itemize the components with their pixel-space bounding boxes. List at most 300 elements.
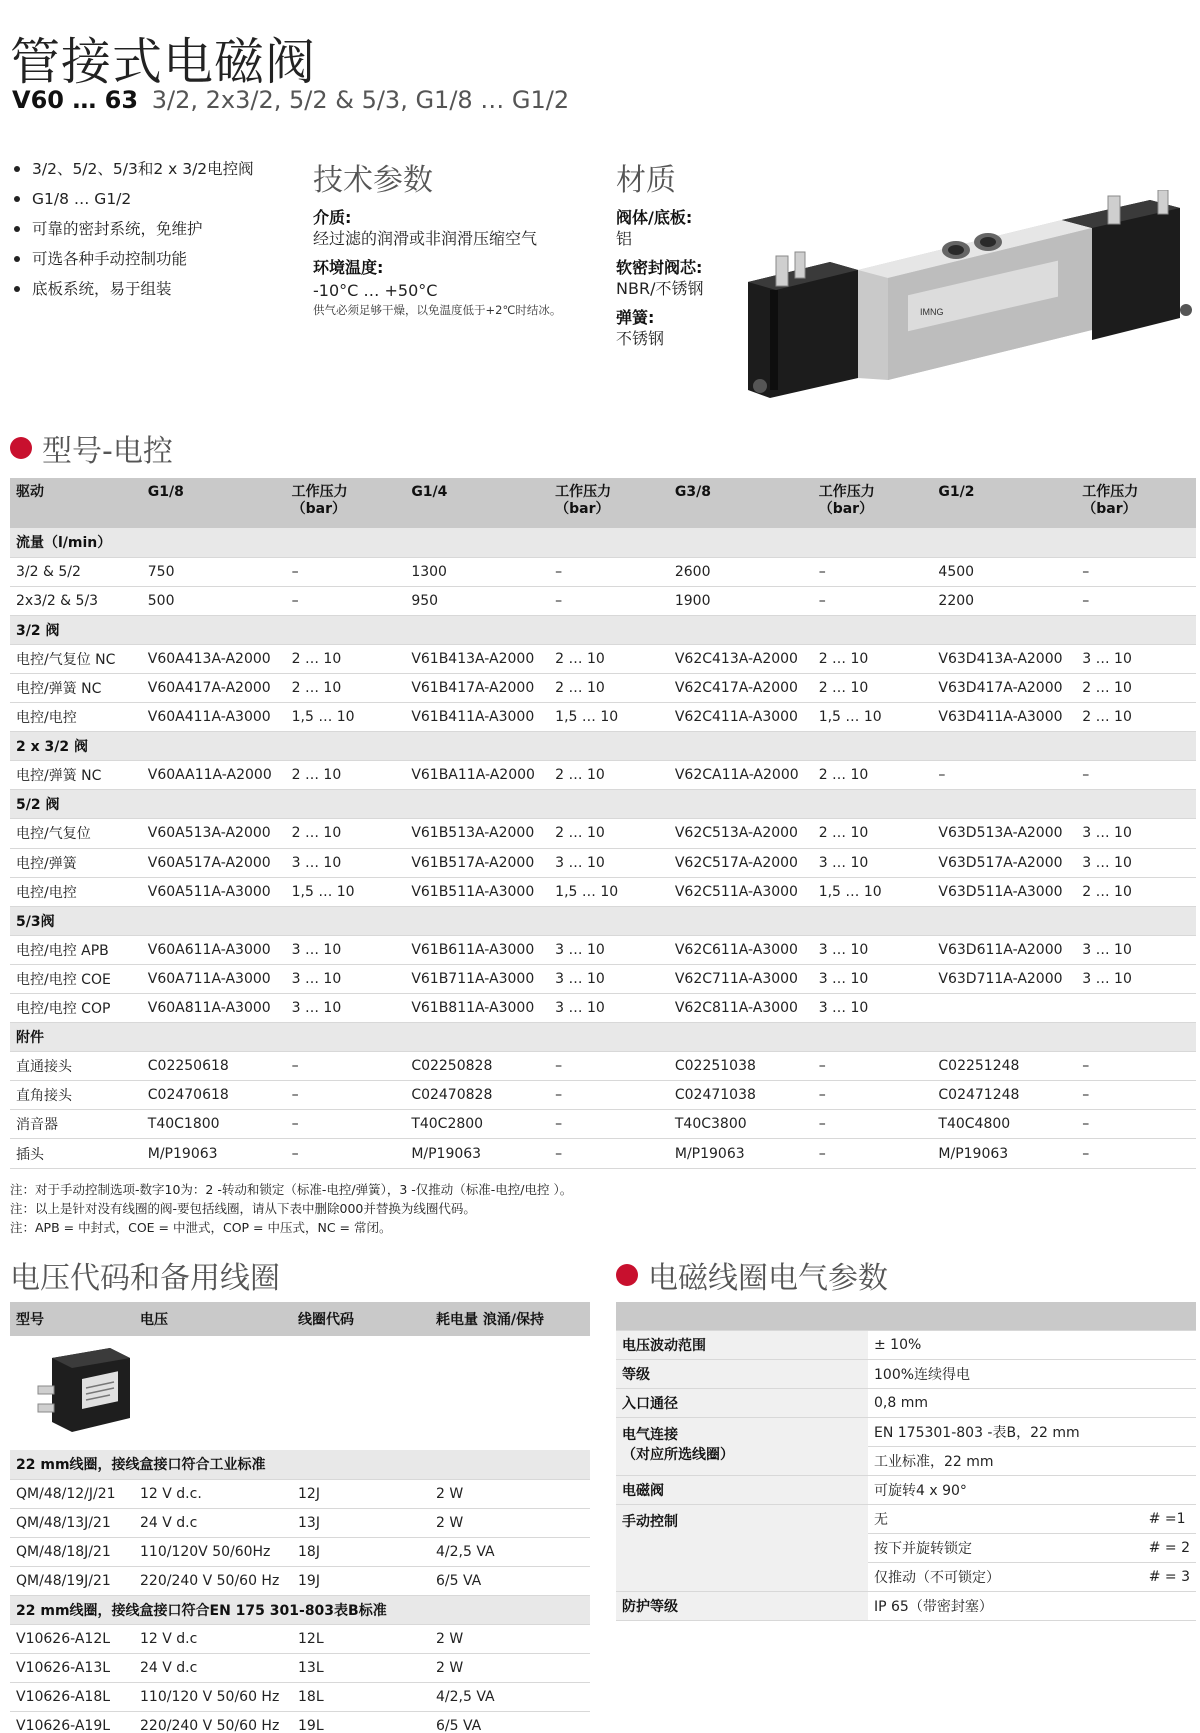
table-cell: 2 … 10 (1076, 703, 1196, 732)
table-cell: 2 W (430, 1479, 590, 1508)
param-code (1143, 1417, 1196, 1446)
table-row (616, 1504, 1196, 1533)
table-cell: 6/5 VA (430, 1566, 590, 1595)
param-value: IP 65（带密封塞） (868, 1591, 1143, 1620)
table-row (10, 1653, 590, 1682)
table-cell: M/P19063 (142, 1139, 286, 1168)
column-header: 电压 (134, 1302, 292, 1336)
table-cell: 2x3/2 & 5/3 (10, 586, 142, 615)
table-row (10, 673, 1196, 702)
table-row (10, 1508, 590, 1537)
table-cell: C02471038 (669, 1081, 813, 1110)
table-cell: – (813, 1139, 933, 1168)
spring-value: 不锈钢 (616, 329, 665, 348)
table-cell: 2 … 10 (813, 644, 933, 673)
table-cell: – (1076, 761, 1196, 790)
table-notes (10, 1180, 572, 1237)
table-cell: V63D411A-A3000 (932, 703, 1076, 732)
table-cell: 13L (292, 1653, 430, 1682)
table-cell: QM/48/18J/21 (10, 1537, 134, 1566)
bullet-icon (14, 256, 20, 262)
table-cell: 3 … 10 (1076, 848, 1196, 877)
table-cell: – (813, 557, 933, 586)
group-title: 5/3阀 (10, 906, 1196, 935)
material-params (616, 208, 703, 350)
param-key: 等级 (616, 1359, 868, 1388)
model-section-heading: 型号-电控 (10, 426, 173, 470)
table-cell: 3 … 10 (549, 848, 669, 877)
table-cell: 电控/气复位 NC (10, 644, 142, 673)
table-cell: 直角接头 (10, 1081, 142, 1110)
table-row (616, 1388, 1196, 1417)
table-cell: 4/2,5 VA (430, 1682, 590, 1711)
table-cell: 3 … 10 (813, 848, 933, 877)
param-value: 仅推动（不可锁定） (868, 1562, 1143, 1591)
table-row (10, 1537, 590, 1566)
feature-item: 可靠的密封系统，免维护 (12, 218, 254, 248)
table-cell: – (1076, 1052, 1196, 1081)
product-label-text: IMNG (920, 307, 944, 317)
group-title: 22 mm线圈，接线盒接口符合工业标准 (10, 1450, 590, 1479)
param-code (1143, 1388, 1196, 1417)
table-cell: – (813, 1052, 933, 1081)
table-cell: 2 … 10 (549, 673, 669, 702)
table-cell: – (286, 1110, 406, 1139)
table-cell: V60A517A-A2000 (142, 848, 286, 877)
temp-value: -10°C … +50°C (313, 281, 438, 300)
table-cell: 18J (292, 1537, 430, 1566)
material-heading: 材质 (616, 163, 676, 198)
table-cell: – (549, 557, 669, 586)
param-key: 入口通径 (616, 1388, 868, 1417)
tech-heading: 技术参数 (313, 163, 433, 198)
page-title: 管接式电磁阀 (10, 33, 316, 91)
table-row (10, 935, 1196, 964)
table-cell (1076, 994, 1196, 1023)
table-cell: M/P19063 (405, 1139, 549, 1168)
table-cell: 电控/弹簧 (10, 848, 142, 877)
table-cell: 2 W (430, 1508, 590, 1537)
table-cell: 2 … 10 (286, 673, 406, 702)
param-code: # = 3 (1143, 1562, 1196, 1591)
table-cell: V61BA11A-A2000 (405, 761, 549, 790)
param-code (1143, 1475, 1196, 1504)
table-row (616, 1591, 1196, 1620)
table-cell: – (1076, 1110, 1196, 1139)
table-header-row (616, 1302, 1196, 1330)
seal-value: NBR/不锈钢 (616, 279, 704, 298)
table-cell: 3 … 10 (813, 994, 933, 1023)
param-code (1143, 1330, 1196, 1359)
table-cell: 950 (405, 586, 549, 615)
table-row (10, 1711, 590, 1733)
feature-item: 3/2、5/2、5/3和2 x 3/2电控阀 (12, 158, 254, 188)
bullet-icon (14, 196, 20, 202)
table-cell: 24 V d.c (134, 1653, 292, 1682)
param-code: # =1 (1143, 1504, 1196, 1533)
table-cell: – (286, 1052, 406, 1081)
voltage-table (10, 1302, 590, 1733)
table-cell: – (1076, 1139, 1196, 1168)
electrical-table (616, 1302, 1196, 1621)
table-cell: QM/48/13J/21 (10, 1508, 134, 1537)
table-cell: 电控/电控 APB (10, 935, 142, 964)
table-cell: 3/2 & 5/2 (10, 557, 142, 586)
table-cell: V60A417A-A2000 (142, 673, 286, 702)
table-cell: V63D511A-A3000 (932, 877, 1076, 906)
table-row (10, 877, 1196, 906)
table-row (616, 1330, 1196, 1359)
table-group-row (10, 528, 1196, 557)
group-title: 3/2 阀 (10, 615, 1196, 644)
red-dot-icon (616, 1264, 638, 1286)
table-cell: T40C4800 (932, 1110, 1076, 1139)
table-cell: V61B513A-A2000 (405, 819, 549, 848)
table-cell: 1,5 … 10 (286, 703, 406, 732)
param-value: EN 175301-803 -表B，22 mm (868, 1417, 1143, 1446)
table-row (10, 703, 1196, 732)
table-cell: QM/48/12/J/21 (10, 1479, 134, 1508)
table-row (10, 1479, 590, 1508)
table-cell: 19J (292, 1566, 430, 1595)
param-key: 电压波动范围 (616, 1330, 868, 1359)
group-title: 2 x 3/2 阀 (10, 732, 1196, 761)
table-cell: V61B611A-A3000 (405, 935, 549, 964)
table-cell: V63D611A-A2000 (932, 935, 1076, 964)
table-cell: V62C511A-A3000 (669, 877, 813, 906)
column-header: 耗电量 浪涌/保持 (430, 1302, 590, 1336)
param-code: # = 2 (1143, 1533, 1196, 1562)
table-cell: C02470828 (405, 1081, 549, 1110)
note-line: 注：APB = 中封式，COE = 中泄式，COP = 中压式，NC = 常闭。 (10, 1220, 392, 1235)
table-cell: V62C611A-A3000 (669, 935, 813, 964)
feature-item: G1/8 … G1/2 (12, 188, 254, 218)
column-header: 工作压力 （bar） (1076, 478, 1196, 528)
table-row (616, 1359, 1196, 1388)
table-row (10, 1624, 590, 1653)
body-value: 铝 (616, 229, 633, 248)
red-dot-icon (10, 437, 32, 459)
column-header: G1/4 (405, 478, 549, 528)
table-cell: 750 (142, 557, 286, 586)
table-cell: V60A711A-A3000 (142, 964, 286, 993)
table-cell: 消音器 (10, 1110, 142, 1139)
table-cell: 6/5 VA (430, 1711, 590, 1733)
model-range: V60 … 63 (12, 86, 139, 114)
electrical-table-body (616, 1302, 1196, 1620)
table-cell: T40C2800 (405, 1110, 549, 1139)
table-group-row (10, 790, 1196, 819)
table-cell: C02250828 (405, 1052, 549, 1081)
table-cell: V61B411A-A3000 (405, 703, 549, 732)
table-cell: 18L (292, 1682, 430, 1711)
table-cell: V60AA11A-A2000 (142, 761, 286, 790)
table-cell: C02470618 (142, 1081, 286, 1110)
param-code (1143, 1591, 1196, 1620)
table-cell: – (1076, 557, 1196, 586)
table-cell: 1,5 … 10 (813, 877, 933, 906)
table-cell: 直通接头 (10, 1052, 142, 1081)
table-cell: – (549, 1139, 669, 1168)
table-cell: 220/240 V 50/60 Hz (134, 1566, 292, 1595)
table-cell: V61B517A-A2000 (405, 848, 549, 877)
table-cell: V62C417A-A2000 (669, 673, 813, 702)
param-value: 100%连续得电 (868, 1359, 1143, 1388)
table-row (10, 819, 1196, 848)
temp-label: 环境温度: (313, 258, 384, 277)
table-cell: 12 V d.c. (134, 1479, 292, 1508)
table-cell: 4/2,5 VA (430, 1537, 590, 1566)
table-cell: V60A413A-A2000 (142, 644, 286, 673)
table-cell: 2 … 10 (286, 819, 406, 848)
table-row (10, 1682, 590, 1711)
table-cell: V61B413A-A2000 (405, 644, 549, 673)
table-cell: – (813, 1081, 933, 1110)
table-cell: V62C517A-A2000 (669, 848, 813, 877)
table-group-row (10, 1450, 590, 1479)
table-cell: 电控/电控 COP (10, 994, 142, 1023)
table-cell (932, 994, 1076, 1023)
table-cell: 500 (142, 586, 286, 615)
table-cell: 1,5 … 10 (549, 703, 669, 732)
bullet-icon (14, 226, 20, 232)
model-table-body (10, 528, 1196, 1168)
param-key: 手动控制 (616, 1504, 868, 1591)
model-table (10, 478, 1196, 1169)
table-cell: 3 … 10 (549, 935, 669, 964)
table-cell: 3 … 10 (286, 964, 406, 993)
table-cell: V61B511A-A3000 (405, 877, 549, 906)
param-key: 电磁阀 (616, 1475, 868, 1504)
table-cell: – (549, 586, 669, 615)
table-row (616, 1475, 1196, 1504)
table-cell: V63D517A-A2000 (932, 848, 1076, 877)
table-cell: V63D513A-A2000 (932, 819, 1076, 848)
param-value: 可旋转4 x 90° (868, 1475, 1143, 1504)
table-group-row (10, 1023, 1196, 1052)
table-cell: 3 … 10 (1076, 644, 1196, 673)
body-label: 阀体/底板: (616, 208, 693, 227)
table-cell: 电控/电控 (10, 877, 142, 906)
table-cell: – (286, 557, 406, 586)
table-group-row (10, 615, 1196, 644)
column-header: 驱动 (10, 478, 142, 528)
table-cell: V63D711A-A2000 (932, 964, 1076, 993)
table-cell: 2 … 10 (813, 819, 933, 848)
table-cell: 1,5 … 10 (813, 703, 933, 732)
table-cell: 3 … 10 (286, 994, 406, 1023)
table-cell: V60A511A-A3000 (142, 877, 286, 906)
table-row (10, 1566, 590, 1595)
table-cell: 电控/弹簧 NC (10, 761, 142, 790)
voltage-section-heading: 电压代码和备用线圈 (10, 1261, 280, 1296)
table-cell: 3 … 10 (813, 935, 933, 964)
param-value: 0,8 mm (868, 1388, 1143, 1417)
column-header: 线圈代码 (292, 1302, 430, 1336)
table-cell: T40C1800 (142, 1110, 286, 1139)
table-cell: V60A811A-A3000 (142, 994, 286, 1023)
table-cell: 2 W (430, 1653, 590, 1682)
table-cell: 3 … 10 (1076, 935, 1196, 964)
table-cell: – (1076, 586, 1196, 615)
param-value: 按下并旋转锁定 (868, 1533, 1143, 1562)
solenoid-valve-photo (740, 190, 1200, 405)
table-cell: 3 … 10 (286, 935, 406, 964)
table-cell: V63D417A-A2000 (932, 673, 1076, 702)
table-row (616, 1417, 1196, 1446)
table-cell: C02251248 (932, 1052, 1076, 1081)
group-title: 5/2 阀 (10, 790, 1196, 819)
table-cell: 2 … 10 (549, 819, 669, 848)
table-cell: V60A411A-A3000 (142, 703, 286, 732)
param-value: 无 (868, 1504, 1143, 1533)
table-cell: V62CA11A-A2000 (669, 761, 813, 790)
group-title: 附件 (10, 1023, 1196, 1052)
table-cell: 2 … 10 (1076, 877, 1196, 906)
table-cell: C02250618 (142, 1052, 286, 1081)
table-cell: 2200 (932, 586, 1076, 615)
group-title: 流量（l/min） (10, 528, 1196, 557)
note-line: 注：以上是针对没有线圈的阀-要包括线圈，请从下表中删除000并替换为线圈代码。 (10, 1201, 476, 1216)
table-row (10, 557, 1196, 586)
table-cell: – (549, 1110, 669, 1139)
table-cell: 220/240 V 50/60 Hz (134, 1711, 292, 1733)
table-cell: 2 … 10 (813, 673, 933, 702)
param-key: 电气连接 （对应所选线圈） (616, 1417, 868, 1475)
table-cell: – (286, 1139, 406, 1168)
table-group-row (10, 1595, 590, 1624)
table-cell: 3 … 10 (1076, 819, 1196, 848)
table-cell: V61B811A-A3000 (405, 994, 549, 1023)
column-header: 工作压力 （bar） (813, 478, 933, 528)
column-header: G3/8 (669, 478, 813, 528)
column-header: 型号 (10, 1302, 134, 1336)
model-spec: 3/2, 2x3/2, 5/2 & 5/3, G1/8 … G1/2 (151, 86, 570, 114)
temp-note: 供气必须足够干燥，以免温度低于+2℃时结冰。 (313, 303, 562, 317)
table-cell: 110/120 V 50/60 Hz (134, 1682, 292, 1711)
table-cell: 3 … 10 (549, 994, 669, 1023)
table-row (10, 1139, 1196, 1168)
table-row (10, 1081, 1196, 1110)
column-header: 工作压力 （bar） (549, 478, 669, 528)
table-cell: V10626-A13L (10, 1653, 134, 1682)
table-row (10, 848, 1196, 877)
table-cell: 12L (292, 1624, 430, 1653)
table-group-row (10, 732, 1196, 761)
page-subtitle (12, 86, 569, 114)
seal-label: 软密封阀芯: (616, 258, 703, 277)
table-cell: V10626-A12L (10, 1624, 134, 1653)
table-row (10, 1110, 1196, 1139)
table-cell: 4500 (932, 557, 1076, 586)
solenoid-coil-photo (30, 1336, 140, 1446)
table-row (10, 994, 1196, 1023)
table-cell: M/P19063 (932, 1139, 1076, 1168)
table-row (10, 964, 1196, 993)
table-cell: 110/120V 50/60Hz (134, 1537, 292, 1566)
table-cell: V61B711A-A3000 (405, 964, 549, 993)
table-row (10, 644, 1196, 673)
table-cell: V62C413A-A2000 (669, 644, 813, 673)
table-cell: 1900 (669, 586, 813, 615)
table-row (10, 761, 1196, 790)
table-cell: V63D413A-A2000 (932, 644, 1076, 673)
param-value: 工业标准，22 mm (868, 1446, 1143, 1475)
param-code (1143, 1446, 1196, 1475)
table-cell: 3 … 10 (549, 964, 669, 993)
table-cell: – (813, 586, 933, 615)
param-value: ± 10% (868, 1330, 1143, 1359)
table-cell: M/P19063 (669, 1139, 813, 1168)
table-cell: 2 … 10 (286, 761, 406, 790)
table-cell: C02251038 (669, 1052, 813, 1081)
table-cell: 2 … 10 (549, 644, 669, 673)
table-cell: 2 … 10 (1076, 673, 1196, 702)
bullet-icon (14, 286, 20, 292)
table-cell: V61B417A-A2000 (405, 673, 549, 702)
table-cell: 3 … 10 (813, 964, 933, 993)
table-cell: 电控/电控 COE (10, 964, 142, 993)
table-cell: V60A611A-A3000 (142, 935, 286, 964)
table-cell: 2 W (430, 1624, 590, 1653)
param-code (1143, 1359, 1196, 1388)
table-cell: C02471248 (932, 1081, 1076, 1110)
table-cell: – (813, 1110, 933, 1139)
table-cell: 1,5 … 10 (286, 877, 406, 906)
table-cell: 19L (292, 1711, 430, 1733)
table-cell: 电控/气复位 (10, 819, 142, 848)
table-cell: V10626-A19L (10, 1711, 134, 1733)
table-cell: 12 V d.c (134, 1624, 292, 1653)
table-cell: V10626-A18L (10, 1682, 134, 1711)
feature-list (12, 158, 254, 308)
table-cell: 电控/电控 (10, 703, 142, 732)
table-cell: V62C811A-A3000 (669, 994, 813, 1023)
table-header-row (10, 1302, 590, 1336)
coil-image-row (10, 1336, 590, 1450)
table-cell: – (932, 761, 1076, 790)
column-header: 工作压力 （bar） (286, 478, 406, 528)
table-cell: – (286, 1081, 406, 1110)
table-cell: 13J (292, 1508, 430, 1537)
table-cell: 12J (292, 1479, 430, 1508)
table-cell: 2600 (669, 557, 813, 586)
table-cell: 电控/弹簧 NC (10, 673, 142, 702)
note-line: 注：对于手动控制选项-数字10为：2 -转动和锁定（标准-电控/弹簧），3 -仅推动（标准-电控/电控 ）。 (10, 1182, 573, 1197)
medium-value: 经过滤的润滑或非润滑压缩空气 (313, 229, 538, 248)
param-key: 防护等级 (616, 1591, 868, 1620)
table-cell: 2 … 10 (286, 644, 406, 673)
electrical-section-heading: 电磁线圈电气参数 (616, 1253, 888, 1297)
medium-label: 介质: (313, 208, 352, 227)
table-cell: – (286, 586, 406, 615)
table-cell: 3 … 10 (1076, 964, 1196, 993)
voltage-table-body (10, 1336, 590, 1733)
table-cell: V62C513A-A2000 (669, 819, 813, 848)
table-cell: V60A513A-A2000 (142, 819, 286, 848)
table-cell: – (1076, 1081, 1196, 1110)
table-cell: V62C711A-A3000 (669, 964, 813, 993)
table-cell: QM/48/19J/21 (10, 1566, 134, 1595)
table-cell: 24 V d.c (134, 1508, 292, 1537)
spring-label: 弹簧: (616, 308, 655, 327)
table-row (10, 1052, 1196, 1081)
table-cell: 1,5 … 10 (549, 877, 669, 906)
bullet-icon (14, 166, 20, 172)
table-cell: V62C411A-A3000 (669, 703, 813, 732)
table-cell: – (549, 1081, 669, 1110)
table-header-row (10, 478, 1196, 528)
